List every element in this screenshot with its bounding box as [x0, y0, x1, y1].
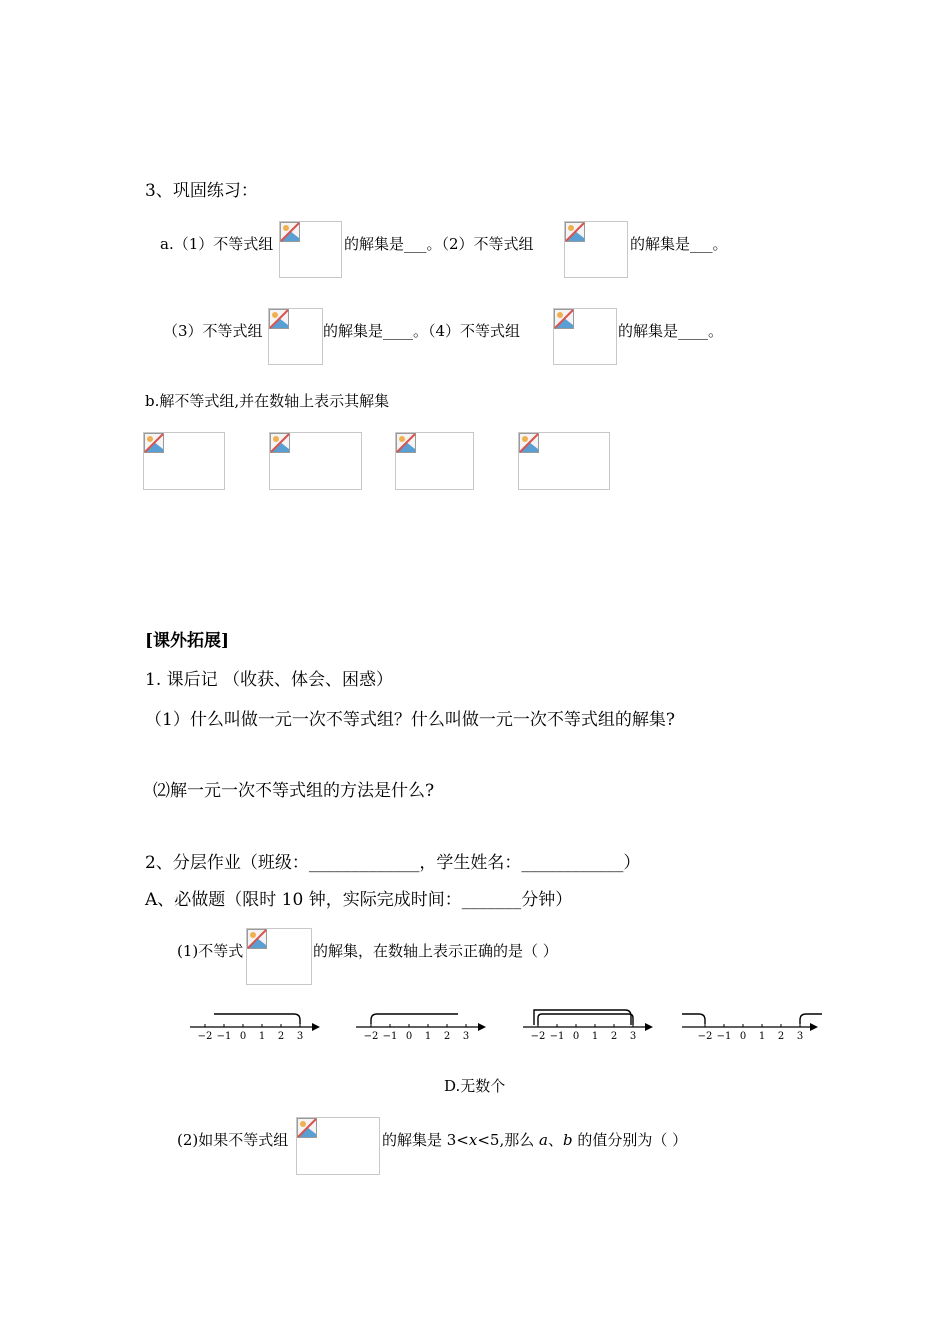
exercise-a1-suffix: 的解集是___。（2）不等式组 — [344, 235, 534, 253]
tick-label: −1 — [382, 1031, 398, 1042]
problem-2-suffix — [382, 1129, 687, 1150]
number-line-option-c — [521, 1006, 661, 1044]
broken-image-icon — [553, 308, 617, 365]
broken-image-icon — [564, 221, 628, 278]
tick-label: 0 — [572, 1031, 580, 1042]
problem-1-prefix: (1)不等式 — [177, 942, 244, 960]
broken-image-icon — [268, 308, 323, 365]
problem-2-text: 的解集是 3< — [382, 1131, 469, 1149]
tick-label: 1 — [258, 1031, 266, 1042]
broken-image-icon — [296, 1117, 380, 1175]
section-title: 3、巩固练习： — [145, 181, 258, 201]
problem-2-text: <5,那么 — [477, 1131, 540, 1149]
tick-label: −2 — [530, 1031, 546, 1042]
tick-label: 3 — [296, 1031, 304, 1042]
exercise-a-label: a.（1）不等式组 — [160, 235, 274, 253]
tick-label: 3 — [462, 1031, 470, 1042]
broken-image-icon — [279, 221, 342, 278]
exercise-a4-suffix: 的解集是____。 — [618, 322, 724, 340]
tick-label: −1 — [716, 1031, 732, 1042]
question-2: ⑵解一元一次不等式组的方法是什么? — [153, 781, 435, 801]
problem-2-prefix: (2)如果不等式组 — [177, 1131, 289, 1149]
question-1: （1）什么叫做一元一次不等式组？什么叫做一元一次不等式组的解集? — [145, 710, 675, 730]
tick-label: −1 — [549, 1031, 565, 1042]
broken-image-icon — [518, 432, 610, 490]
variable-b: b — [562, 1131, 573, 1149]
tick-label: −2 — [697, 1031, 713, 1042]
problem-2-text: 的值分别为（ ） — [572, 1131, 688, 1149]
number-line-option-a — [188, 1008, 328, 1044]
tick-label: −2 — [363, 1031, 379, 1042]
number-line-option-d — [680, 1008, 824, 1044]
tick-label: 2 — [277, 1031, 285, 1042]
number-line-option-b — [354, 1008, 494, 1044]
broken-image-icon — [143, 432, 225, 490]
broken-image-icon — [246, 928, 312, 985]
extension-heading: [课外拓展] — [145, 631, 230, 651]
tick-label: 2 — [610, 1031, 618, 1042]
item-2: 2、分层作业（班级：_____________，学生姓名：____________） — [145, 853, 641, 873]
exercise-a2-suffix: 的解集是___。 — [630, 235, 728, 253]
tick-label: 0 — [239, 1031, 247, 1042]
tick-label: 1 — [424, 1031, 432, 1042]
tick-label: 3 — [629, 1031, 637, 1042]
variable-x: x — [468, 1131, 478, 1149]
tick-label: 3 — [796, 1031, 804, 1042]
problem-2-text: 、 — [547, 1131, 563, 1149]
tick-label: 0 — [739, 1031, 747, 1042]
exercise-a3-label: （3）不等式组 — [163, 322, 263, 340]
part-a-heading: A、必做题（限时 10 钟，实际完成时间：_______分钟） — [145, 890, 573, 910]
tick-label: −2 — [197, 1031, 213, 1042]
exercise-a3-suffix: 的解集是____。（4）不等式组 — [323, 322, 521, 340]
tick-label: 1 — [758, 1031, 766, 1042]
problem-1-suffix: 的解集，在数轴上表示正确的是（ ） — [313, 942, 558, 960]
broken-image-icon — [395, 432, 474, 490]
variable-a: a — [539, 1131, 548, 1149]
exercise-b-label: b.解不等式组,并在数轴上表示其解集 — [145, 392, 390, 410]
broken-image-icon — [269, 432, 362, 490]
option-d-label: D.无数个 — [444, 1077, 506, 1095]
tick-label: 2 — [443, 1031, 451, 1042]
tick-label: 0 — [405, 1031, 413, 1042]
tick-label: 1 — [591, 1031, 599, 1042]
tick-label: −1 — [216, 1031, 232, 1042]
tick-label: 2 — [777, 1031, 785, 1042]
item-1: 1. 课后记 （收获、体会、困惑） — [145, 670, 394, 690]
